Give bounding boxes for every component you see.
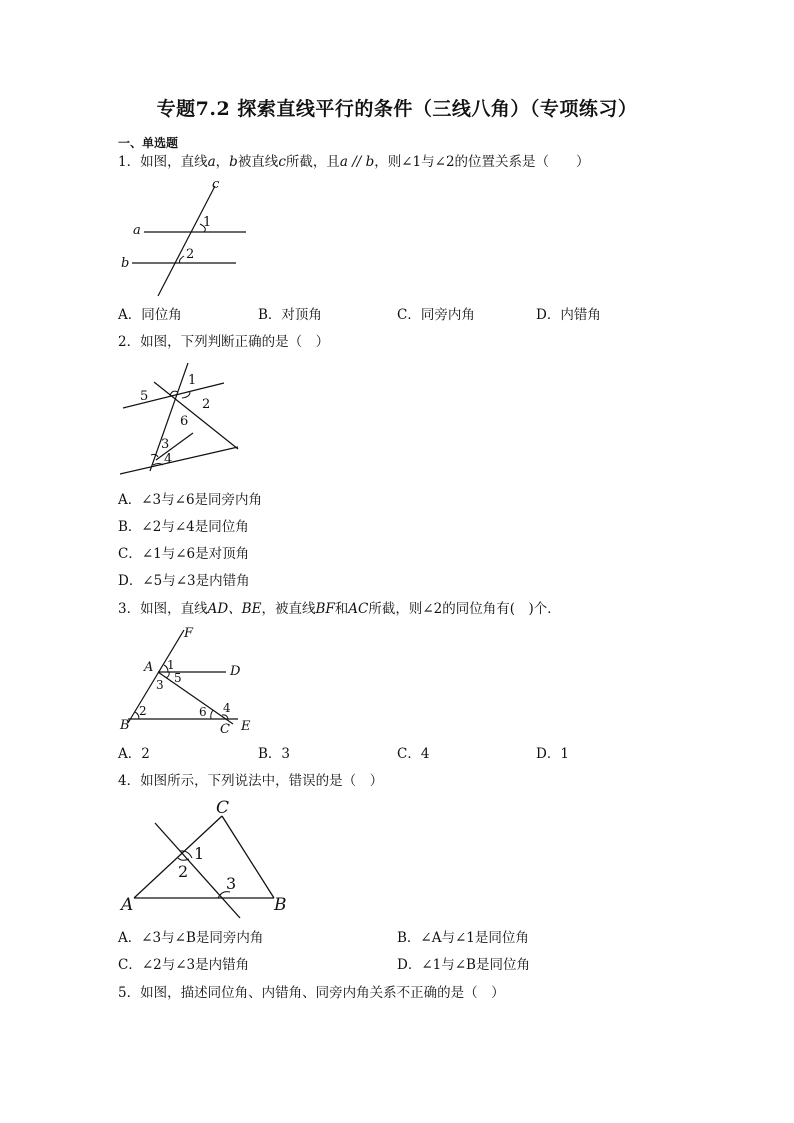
q1-label-c: c [212,177,220,192]
q4-label-C: C [216,798,230,818]
q1-option-c[interactable]: C．同旁内角 [397,307,475,323]
q4-option-b[interactable]: B．∠A与∠1是同位角 [397,930,529,946]
question-2-text: 2．如图，下列判断正确的是（ ） [118,334,330,350]
q3-line-ac: AC [348,601,369,617]
q1-text-4: ，则∠1与∠2的位置关系是（ ） [374,154,590,170]
q3-label-E: E [241,719,251,734]
q3-lines-1: AD、BE [207,601,262,617]
q1-var-c: c [278,154,286,170]
q2-option-b[interactable]: B．∠2与∠4是同位角 [118,519,249,535]
q3-angle-5-arc [166,672,169,678]
q4-transversal [155,823,240,918]
q2-option-a[interactable]: A．∠3与∠6是同旁内角 [118,492,263,508]
q2-option-c[interactable]: C．∠1与∠6是对顶角 [118,546,250,562]
question-3-text [118,600,561,618]
question-5-text: 5．如图，描述同位角、内错角、同旁内角关系不正确的是（ ） [118,985,505,1001]
question-4-text: 4．如图所示，下列说法中，错误的是（ ） [118,773,384,789]
q1-label-a: a [133,223,141,238]
q4-label-3: 3 [226,874,237,893]
q2-label-6: 6 [180,414,189,429]
q2-label-3: 3 [161,437,170,452]
question-1-text [118,153,590,171]
q3-option-b[interactable]: B．3 [258,746,291,762]
section-heading: 一、单选题 [118,136,179,150]
q3-option-a[interactable]: A．2 [118,746,150,762]
q3-angle-6-arc [211,710,213,719]
q1-option-d[interactable]: D．内错角 [536,307,601,323]
q4-option-a[interactable]: A．∠3与∠B是同旁内角 [118,930,264,946]
q2-label-4: 4 [164,452,173,467]
q3-line-ac [158,672,233,724]
q2-label-1: 1 [188,373,197,388]
q3-text-2: ，被直线 [261,601,316,617]
page-title: 专题7.2 探索直线平行的条件（三线八角）（专项练习） [156,98,638,120]
q1-label-b: b [121,256,130,271]
q3-label-B: B [120,718,130,733]
q3-label-2: 2 [139,704,147,718]
q1-figure [118,176,258,301]
q3-label-1: 1 [167,658,175,672]
q4-label-2: 2 [178,862,189,881]
q3-label-3: 3 [156,678,164,692]
q1-text-1: 如图，直线 [140,154,208,170]
q3-label-A: A [144,660,154,675]
q3-text-4: 所截，则∠2的同位角有( )个． [368,601,561,617]
q4-label-A: A [121,895,134,915]
q3-label-F: F [184,626,194,641]
q3-label-5: 5 [174,671,182,685]
q3-text-3: 和 [334,601,349,617]
q4-option-c[interactable]: C．∠2与∠3是内错角 [118,957,250,973]
q1-option-a[interactable]: A．同位角 [118,307,182,323]
q4-option-d[interactable]: D．∠1与∠B是同位角 [397,957,530,973]
q2-option-d[interactable]: D．∠5与∠3是内错角 [118,573,250,589]
q2-figure [118,361,248,481]
q2-label-5: 5 [140,389,149,404]
q1-var-b: b [229,154,238,170]
q2-label-2: 2 [202,397,211,412]
q3-option-d[interactable]: D．1 [536,746,569,762]
q1-label-1: 1 [203,215,212,230]
q4-label-B: B [274,895,287,915]
q4-figure [118,796,298,924]
q3-figure [118,625,258,740]
q3-line-bf: BF [315,601,335,617]
q2-line-lower [120,447,238,474]
q3-text-1: 如图，直线 [140,601,208,617]
q3-label-C: C [220,722,230,737]
q1-sep: ， [215,154,230,170]
q1-text-2: 被直线 [237,154,279,170]
q1-parallel: a // b [339,154,375,170]
q3-label-D: D [230,664,241,679]
q1-var-a: a [207,154,216,170]
q3-label-6: 6 [199,705,207,719]
q1-text-3: 所截，且 [285,154,340,170]
q4-label-1: 1 [194,844,205,863]
q1-number: 1． [118,154,141,170]
q1-option-b[interactable]: B．对顶角 [258,307,322,323]
q3-label-4: 4 [223,701,231,715]
q1-label-2: 2 [186,247,195,262]
q3-option-c[interactable]: C．4 [397,746,430,762]
q3-number: 3． [118,601,141,617]
q4-side-AC [134,816,222,898]
q1-line-c [158,186,215,296]
q1-angle-2-arc [180,256,185,263]
